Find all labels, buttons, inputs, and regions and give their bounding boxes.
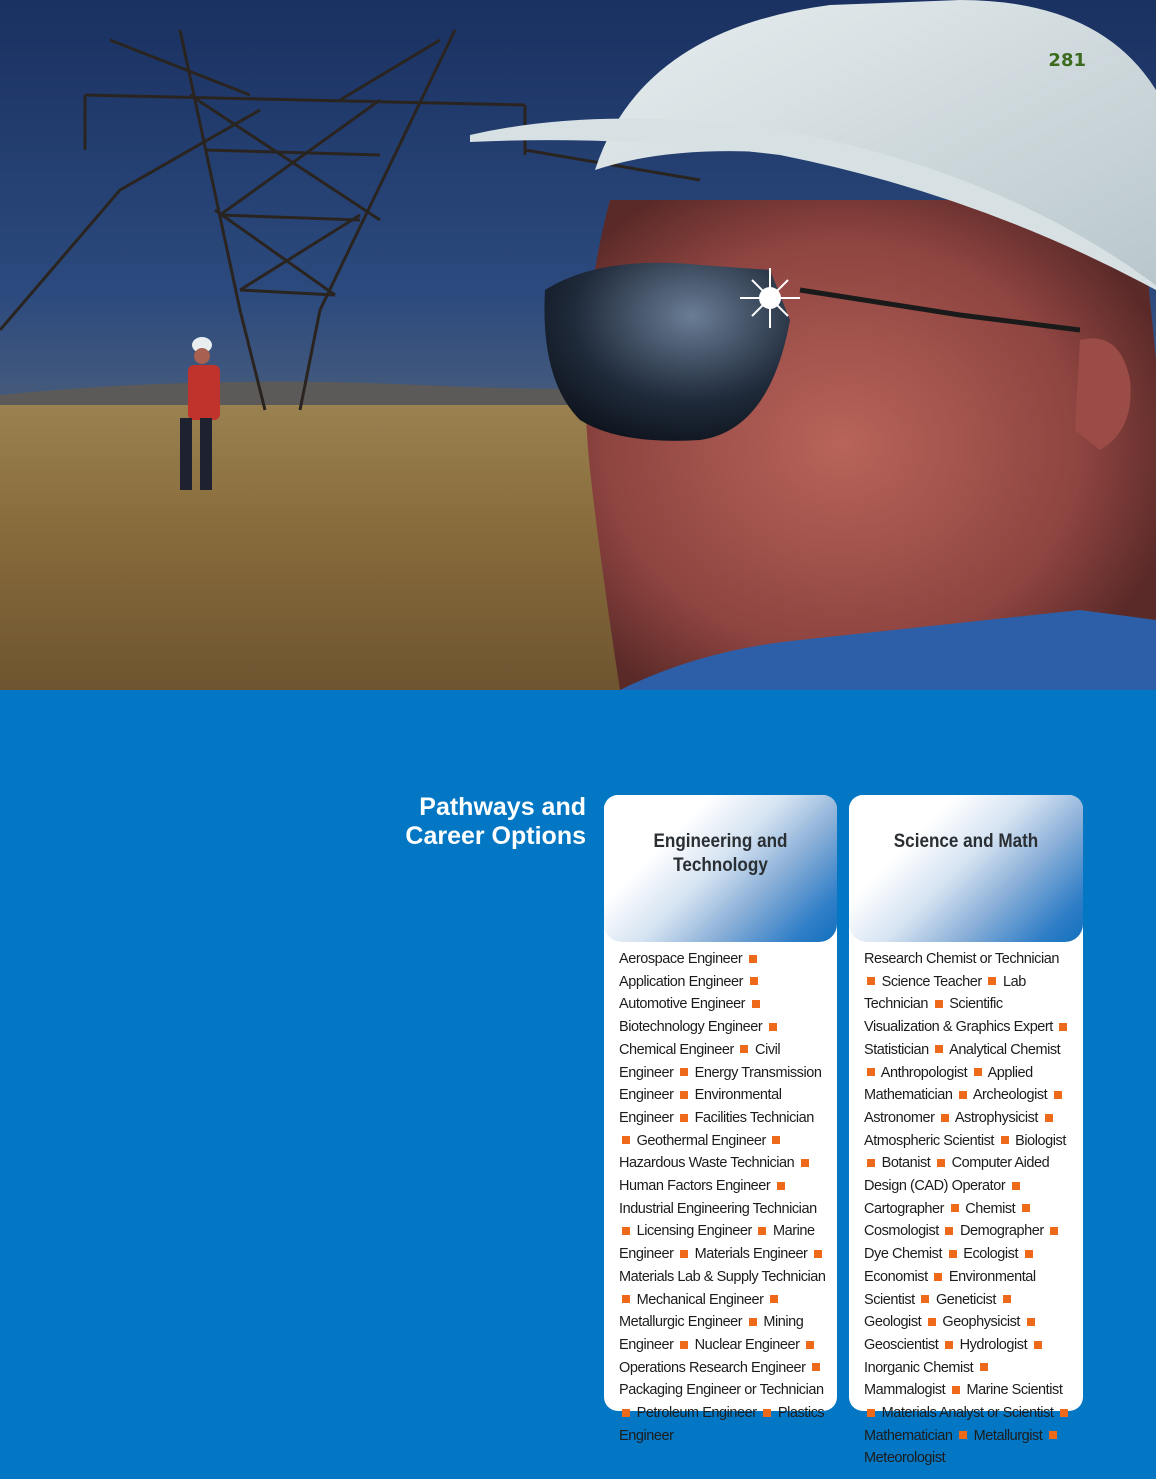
bullet-square-icon	[777, 1182, 785, 1190]
bullet-square-icon	[1054, 1091, 1062, 1099]
career-item: Energy Transmission Engineer	[619, 1064, 822, 1104]
bullet-square-icon	[622, 1136, 630, 1144]
career-item: Aerospace Engineer	[619, 951, 743, 967]
bullet-square-icon	[934, 1273, 942, 1281]
bullet-square-icon	[1050, 1227, 1058, 1235]
career-item: Analytical Chemist	[949, 1041, 1061, 1058]
bullet-square-icon	[921, 1295, 929, 1303]
bullet-square-icon	[1045, 1114, 1053, 1122]
power-line-worker-illustration	[0, 0, 1156, 690]
bullet-square-icon	[1003, 1295, 1011, 1303]
page-number: 281	[1048, 50, 1086, 71]
career-item: Anthropologist	[880, 1064, 968, 1081]
career-item: Industrial Engineering Technician	[619, 1200, 817, 1217]
career-list-text	[619, 948, 827, 1447]
bullet-square-icon	[937, 1159, 945, 1167]
bullet-square-icon	[1025, 1250, 1033, 1258]
career-item: Botanist	[881, 1155, 931, 1172]
career-item: Geneticist	[935, 1291, 996, 1308]
career-item: Chemist	[965, 1200, 1016, 1217]
career-item: Statistician	[864, 1041, 929, 1058]
career-item: Geophysicist	[942, 1314, 1021, 1331]
career-item: Nuclear Engineer	[694, 1336, 800, 1353]
career-item: Cartographer	[864, 1200, 945, 1217]
career-item: Chemical Engineer	[619, 1041, 734, 1058]
bullet-square-icon	[951, 1204, 959, 1212]
bullet-square-icon	[758, 1227, 766, 1235]
bullet-square-icon	[680, 1341, 688, 1349]
bullet-square-icon	[959, 1091, 967, 1099]
career-item: Astrophysicist	[954, 1109, 1038, 1126]
career-item: Licensing Engineer	[636, 1223, 752, 1240]
career-item: Automotive Engineer	[619, 996, 746, 1013]
bullet-square-icon	[622, 1227, 630, 1235]
bullet-square-icon	[1059, 1023, 1067, 1031]
bullet-square-icon	[622, 1409, 630, 1417]
career-item: Materials Engineer	[694, 1246, 808, 1263]
bullet-square-icon	[812, 1363, 820, 1371]
career-item: Dye Chemist	[864, 1246, 943, 1263]
career-item: Geoscientist	[864, 1336, 939, 1353]
career-item: Atmospheric Scientist	[864, 1132, 994, 1149]
bullet-square-icon	[867, 1409, 875, 1417]
bullet-square-icon	[772, 1136, 780, 1144]
bullet-square-icon	[740, 1045, 748, 1053]
career-item: Plastics Engineer	[619, 1405, 825, 1444]
bullet-square-icon	[988, 977, 996, 985]
career-item: Applied Mathematician	[864, 1064, 1033, 1104]
career-item: Application Engineer	[619, 973, 744, 990]
bullet-square-icon	[680, 1250, 688, 1258]
bullet-square-icon	[680, 1114, 688, 1122]
career-item: Materials Analyst or Scientist	[881, 1405, 1054, 1422]
bullet-square-icon	[935, 1045, 943, 1053]
bullet-square-icon	[867, 977, 875, 985]
career-item: Packaging Engineer or Technician	[619, 1382, 824, 1399]
bullet-square-icon	[1060, 1409, 1068, 1417]
card-header	[849, 795, 1083, 942]
career-item: Petroleum Engineer	[636, 1405, 757, 1422]
career-item: Mammalogist	[864, 1382, 946, 1399]
career-item: Geothermal Engineer	[636, 1132, 766, 1149]
bullet-square-icon	[769, 1023, 777, 1031]
career-item: Scientific Visualization & Graphics Expert	[864, 996, 1053, 1036]
bullet-square-icon	[763, 1409, 771, 1417]
career-item: Demographer	[960, 1223, 1044, 1240]
career-list-text	[864, 948, 1073, 1470]
bullet-square-icon	[770, 1295, 778, 1303]
bullet-square-icon	[941, 1114, 949, 1122]
career-item: Geologist	[864, 1314, 922, 1331]
career-item: Ecologist	[963, 1246, 1019, 1263]
career-item: Archeologist	[972, 1087, 1048, 1104]
card-heading	[861, 830, 1072, 854]
card-heading	[616, 830, 826, 878]
career-list	[849, 942, 1083, 1470]
bullet-square-icon	[928, 1318, 936, 1326]
bullet-square-icon	[945, 1227, 953, 1235]
bullet-square-icon	[622, 1295, 630, 1303]
bullet-square-icon	[814, 1250, 822, 1258]
bullet-square-icon	[949, 1250, 957, 1258]
career-item: Mining Engineer	[619, 1314, 804, 1353]
bullet-square-icon	[806, 1341, 814, 1349]
bullet-square-icon	[1027, 1318, 1035, 1326]
career-item: Facilities Technician	[694, 1109, 814, 1126]
career-item: Research Chemist or Technician	[864, 951, 1059, 967]
career-item: Mechanical Engineer	[636, 1291, 764, 1308]
career-item: Environmental Engineer	[619, 1087, 782, 1126]
career-item: Human Factors Engineer	[619, 1178, 771, 1195]
career-item: Hydrologist	[959, 1336, 1028, 1353]
career-item: Civil Engineer	[619, 1041, 781, 1081]
career-item: Mathematician	[864, 1427, 953, 1444]
bullet-square-icon	[680, 1068, 688, 1076]
card-heading-line: Engineering and	[653, 831, 788, 852]
bullet-square-icon	[1012, 1182, 1020, 1190]
bullet-square-icon	[945, 1341, 953, 1349]
card-heading-line: Science and Math	[893, 831, 1039, 852]
bullet-square-icon	[867, 1068, 875, 1076]
engineering-technology-card	[604, 795, 837, 1444]
bullet-square-icon	[680, 1091, 688, 1099]
bullet-square-icon	[1034, 1341, 1042, 1349]
career-item: Metallurgic Engineer	[619, 1314, 743, 1331]
career-item: Marine Engineer	[619, 1223, 815, 1263]
career-item: Computer Aided Design (CAD) Operator	[864, 1155, 1050, 1195]
card-heading-line: Technology	[673, 855, 768, 876]
career-item: Lab Technician	[864, 973, 1026, 1013]
bullet-square-icon	[935, 1000, 943, 1008]
career-item: Science Teacher	[881, 973, 982, 990]
career-item: Meteorologist	[864, 1450, 946, 1467]
bullet-square-icon	[750, 977, 758, 985]
bullet-square-icon	[752, 1000, 760, 1008]
bullet-square-icon	[1001, 1136, 1009, 1144]
science-math-card	[849, 795, 1083, 1467]
bullet-square-icon	[749, 1318, 757, 1326]
card-header	[604, 795, 837, 942]
bullet-square-icon	[749, 955, 757, 963]
career-item: Cosmologist	[864, 1223, 939, 1240]
career-item: Biologist	[1015, 1132, 1066, 1149]
career-item: Marine Scientist	[966, 1382, 1063, 1399]
career-item: Environmental Scientist	[864, 1268, 1036, 1308]
bullet-square-icon	[952, 1386, 960, 1394]
career-item: Inorganic Chemist	[864, 1359, 974, 1376]
career-item: Economist	[864, 1268, 928, 1285]
bullet-square-icon	[801, 1159, 809, 1167]
bullet-square-icon	[974, 1068, 982, 1076]
hero-photo	[0, 0, 1156, 690]
career-item: Operations Research Engineer	[619, 1359, 806, 1376]
career-item: Biotechnology Engineer	[619, 1019, 763, 1036]
section-title: Pathways and Career Options	[405, 793, 586, 850]
bullet-square-icon	[1049, 1431, 1057, 1439]
bullet-square-icon	[1022, 1204, 1030, 1212]
career-item: Hazardous Waste Technician	[619, 1155, 795, 1172]
career-item: Metallurgist	[973, 1427, 1043, 1444]
career-item: Astronomer	[864, 1109, 935, 1126]
bullet-square-icon	[959, 1431, 967, 1439]
career-list	[604, 942, 837, 1447]
career-item: Materials Lab & Supply Technician	[619, 1268, 826, 1285]
bullet-square-icon	[980, 1363, 988, 1371]
bullet-square-icon	[867, 1159, 875, 1167]
